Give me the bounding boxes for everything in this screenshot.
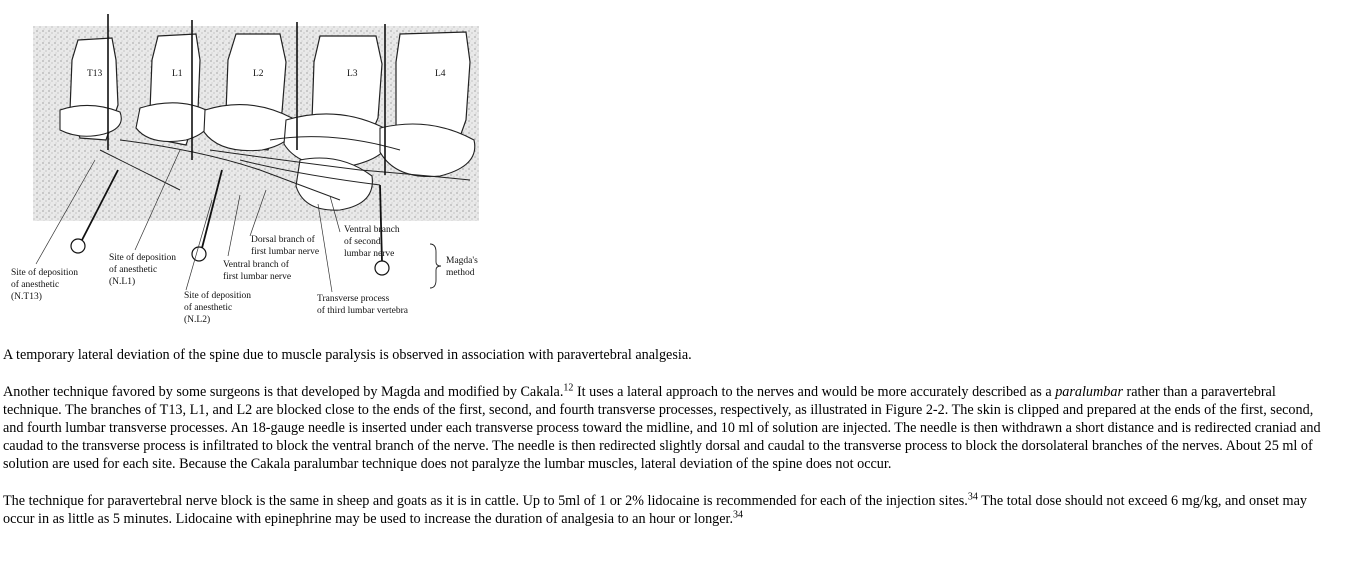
paragraph-1: A temporary lateral deviation of the spine due to muscle paralysis is observed in association with paravertebral analgesia. (3, 347, 692, 363)
callout-site-l2: Site of deposition of anesthetic (N.L2) (184, 291, 252, 325)
callout-magda-method: Magda's method (446, 256, 478, 278)
figure-illustration (0, 0, 500, 335)
callout-transverse-process: Transverse process of third lumbar vertebra (317, 294, 409, 316)
citation-34-b: 34 (733, 509, 744, 521)
callout-dorsal-branch: Dorsal branch of first lumbar nerve (251, 235, 320, 257)
callout-ventral-branch-second: Ventral branch of second lumbar nerve (344, 225, 400, 259)
callout-ventral-branch-first: Ventral branch of first lumbar nerve (223, 260, 292, 282)
article-body (3, 346, 1331, 547)
vertebra-label-l2: L2 (253, 69, 264, 79)
vertebra-label-l4: L4 (435, 69, 446, 79)
callout-site-t13: Site of deposition of anesthetic (N.T13) (11, 268, 79, 302)
paragraph-3: The technique for paravertebral nerve block is the same in sheep and goats as it is in cattle. Up to 5ml of 1 or 2% lidocaine is recommended for each of the injection sites.$^{34}$ The total dose should not exceed 6 mg/kg, and onset may occur in as little as 5 minutes. Lidocaine with epinephrine may be used to increase the duration of analgesia to an hour or longer.$^{34}$ (3, 491, 1307, 527)
citation-34-a: 34 (967, 491, 978, 503)
paralumbar-emphasis: paralumbar (1055, 384, 1123, 400)
magda-brace (430, 244, 441, 288)
paragraph-2: Another technique favored by some surgeons is that developed by Magda and modified by Cakala.$^{12}$ It uses a lateral approach to the nerves and would be more accurately described as a paralumbar rather than a paravertebral technique. The branches of T13, L1, and L2 are blocked close to the ends of the first, second, and fourth transverse processes, respectively, as illustrated in Figure 2-2. The skin is clipped and prepared at the ends of the first, second, and fourth lumbar transverse processes. An 18-gauge needle is inserted under each transverse process toward the midline, and 10 ml of solution are injected. The needle is then withdrawn a short distance and is redirected craniad and caudad to the transverse process is infiltrated to block the ventral branch of the nerve. The needle is then redirected slightly dorsal and caudal to the transverse process to block the dorsolateral branches of the nerves. About 25 ml of solution are used for each site. Because the Cakala paralumbar technique does not paralyze the lumbar muscles, lateral deviation of the spine does not occur. (3, 382, 1321, 472)
spine-anatomy-figure (0, 0, 500, 335)
callout-site-l1: Site of deposition of anesthetic (N.L1) (109, 253, 177, 287)
citation-12: 12 (563, 382, 574, 394)
vertebra-label-l3: L3 (347, 69, 358, 79)
vertebra-label-t13: T13 (87, 69, 103, 79)
vertebra-label-l1: L1 (172, 69, 183, 79)
